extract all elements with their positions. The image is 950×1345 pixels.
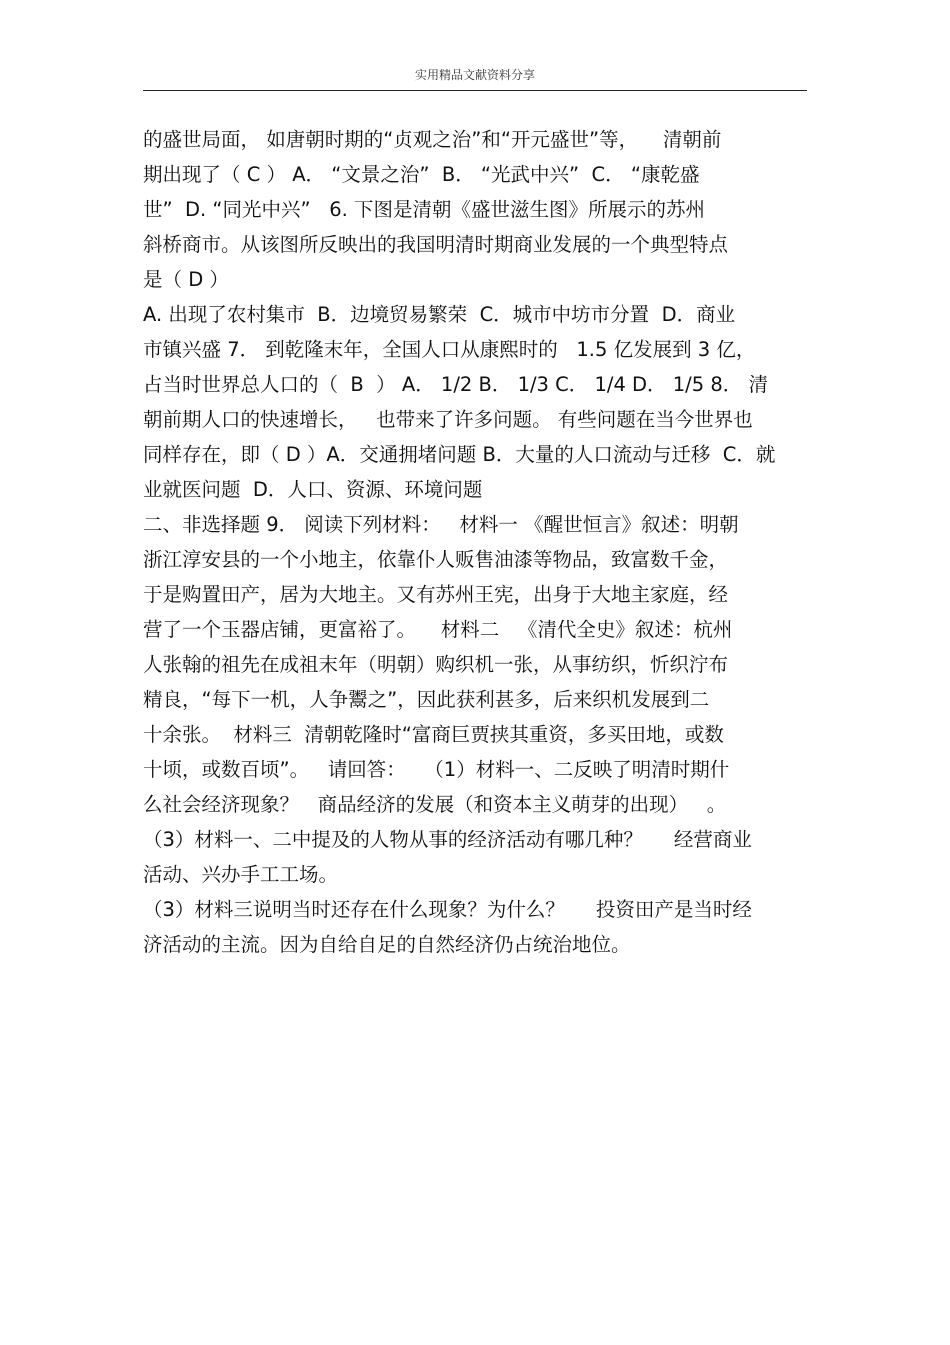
- text-line: 的盛世局面， 如唐朝时期的“贞观之治”和“开元盛世”等， 清朝前: [143, 128, 722, 151]
- text-line: 十余张。 材料三 清朝乾隆时“富商巨贾挟其重资，多买田地，或数: [143, 723, 724, 746]
- header-divider: [143, 90, 807, 91]
- text-line: A. 出现了农村集市 B．边境贸易繁荣 C．城市中坊市分置 D．商业: [143, 303, 736, 326]
- text-line: 市镇兴盛 7． 到乾隆末年，全国人口从康熙时的 1.5 亿发展到 3 亿，: [143, 338, 756, 361]
- text-line: 同样存在，即（ D ）A．交通拥堵问题 B．大量的人口流动与迁移 C．就: [143, 443, 776, 466]
- text-line: 二、非选择题 9． 阅读下列材料： 材料一 《醒世恒言》叙述：明朝: [143, 513, 739, 536]
- text-line: 期出现了（ C ） A． “文景之治” B． “光武中兴” C． “康乾盛: [143, 163, 700, 186]
- text-line: 活动、兴办手工工场。: [143, 863, 339, 886]
- text-line: 斜桥商市。从该图所反映出的我国明清时期商业发展的一个典型特点: [143, 233, 729, 256]
- text-line: 朝前期人口的快速增长， 也带来了许多问题。 有些问题在当今世界也: [143, 408, 753, 431]
- document-body: [143, 122, 807, 962]
- text-line: 营了一个玉器店铺，更富裕了。 材料二 《清代全史》叙述：杭州: [143, 618, 733, 641]
- text-line: 十顷，或数百顷”。 请回答： （1）材料一、二反映了明清时期什: [143, 758, 730, 781]
- text-line: 济活动的主流。因为自给自足的自然经济仍占统治地位。: [143, 933, 631, 956]
- text-line: 人张翰的祖先在成祖末年（明朝）购织机一张，从事纺织，忻织泞布: [143, 653, 729, 676]
- text-line: （3）材料三说明当时还存在什么现象？为什么？ 投资田产是当时经: [143, 898, 752, 921]
- text-line: 精良，“每下一机，人争鬻之”，因此获利甚多，后来织机发展到二: [143, 688, 710, 711]
- text-line: （3）材料一、二中提及的人物从事的经济活动有哪几种？ 经营商业: [143, 828, 752, 851]
- text-line: 占当时世界总人口的（ B ） A． 1/2 B． 1/3 C． 1/4 D． 1/5 8． 清: [143, 373, 768, 396]
- text-line: 么社会经济现象？ 商品经济的发展（和资本主义萌芽的出现） 。: [143, 793, 727, 816]
- text-line: 于是购置田产，居为大地主。又有苏州王宪，出身于大地主家庭，经: [143, 583, 729, 606]
- text-line: 是（ D ）: [143, 268, 229, 291]
- page-header-title: 实用精品文献资料分享: [414, 68, 535, 82]
- text-line: 业就医问题 D．人口、资源、环境问题: [143, 478, 483, 501]
- text-line: 浙江淳安县的一个小地主，依靠仆人贩售油漆等物品，致富数千金，: [143, 548, 729, 571]
- text-line: 世” D. “同光中兴” 6. 下图是清朝《盛世滋生图》所展示的苏州: [143, 198, 706, 221]
